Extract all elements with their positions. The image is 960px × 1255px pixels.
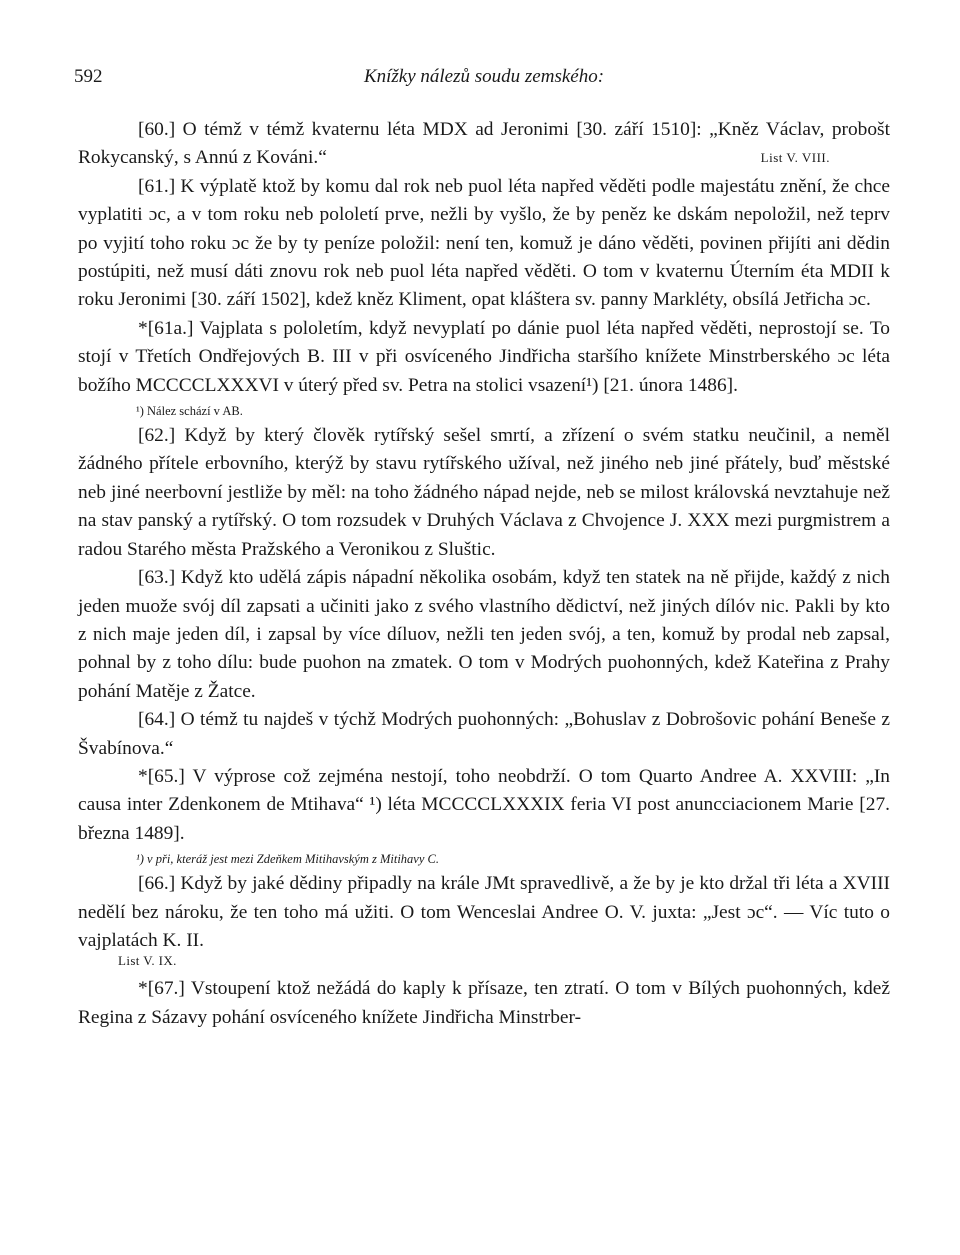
paragraph-67: *[67.] Vstoupení ktož nežádá do kaply k přísaze, ten ztratí. O tom v Bílých puohonných, kdež Regina z Sázavy pohání osvíceného knížete Jindřicha Minstrber-	[78, 978, 890, 1028]
page-number: 592	[74, 66, 103, 87]
footnote: ¹) Nález schází v AB.	[136, 404, 243, 419]
paragraph-65: *[65.] V výprose což zejména nestojí, toho neobdrží. O tom Quarto Andree A. XXVIII: „In causa inter Zdenkonem de Mtihava“ ¹) léta MCCCCLXXXIX feria VI post anuncciacionem Marie [27. března 1489].	[78, 765, 890, 844]
paragraph-60	[78, 116, 890, 173]
paragraph-62: [62.] Když by který člověk rytířský sešel smrtí, a zřízení o svém statku neučinil, a neměl žádného přítele erbovního, kterýž by stavu rytířského užíval, než jiného neb jiné přátely, buď městské neb jiné neerbovní jestliže by měl: na toho žádného nápad nejde, neb se milost královská nevztahuje než na stav panský a rytířský. O tom rozsudek v Druhých Václava z Chvojence J. XXX mezi purgmistrem a radou Starého města Pražského a Veronikou z Sluštic.	[78, 425, 890, 560]
paragraph-63: [63.] Když kto udělá zápis nápadní několika osobám, když ten statek na ně přijde, každý z nich jeden muože svój díl zapsati a učiniti jako z svého vlastního dědictví, než jiných dílóv nic. Pakli by kto z nich maje jeden díl, i zapsal by více díluov, nežli ten jeden svój, a ten, komuž by prodal neb zapsal, pohnal by z toho dílu: bude puohon na zmatek. O tom v Modrých puohonných, kdež Kateřina z Prahy pohání Matěje z Žatce.	[78, 567, 890, 702]
footnote: ¹) v při, kteráž jest mezi Zdeňkem Mitihavským z Mitihavy C.	[136, 852, 439, 867]
document-page	[74, 62, 890, 1032]
paragraph-61a: *[61a.] Vajplata s pololetím, když nevyplatí po dánie puol léta napřed věděti, neprostojí se. To stojí v Třetích Ondřejových B. III v při osvíceného Jindřicha staršího knížete Minstrberského ɔc léta božího MCCCCLXXXVI v úterý před sv. Petra na stolici vsazení¹) [21. února 1486].	[78, 317, 890, 396]
marginal-note: List V. VIII.	[760, 150, 830, 166]
document-body	[78, 116, 890, 1032]
paragraph-61: [61.] K výplatě ktož by komu dal rok neb puol léta napřed věděti podle majestátu znění, že chce vyplatiti ɔc, a v tom roku neb pololetí prve, nežli by vyšlo, že by peněz ke dskám nepoložil, než teprv po vyjití toho roku ɔc že by ty peníze položil: není ten, komuž je dáno věděti, povinen přijíti ani dědin postúpiti, než musí dáti znovu rok neb puol léta napřed věděti. O tom v kvaternu Úterním éta MDII k roku Jeronimi [30. září 1502], kdež kněz Kliment, opat kláštera sv. panny Markléty, obsílá Jetřicha ɔc.	[78, 175, 890, 311]
list-note: List V. IX.	[118, 953, 177, 969]
paragraph-66: [66.] Když by jaké dědiny připadly na krále JMt spravedlivě, a že by je kto držal tři léta a XVIII nedělí bez nároku, že ten toho má užiti. O tom Wenceslai Andree O. V. juxta: „Jest ɔc“. — Víc tuto o vajplatách K. II.	[78, 873, 890, 951]
running-title: Knížky nálezů soudu zemského:	[363, 66, 605, 87]
paragraph-64: [64.] O témž tu najdeš v týchž Modrých puohonných: „Bohuslav z Dobrošovic pohání Beneše z Švabínova.“	[78, 709, 890, 759]
paragraph-text: [60.] O témž v témž kvaternu léta MDX ad Jeronimi [30. září 1510]: „Kněz Václav, probošt Rokycanský, s Annú z Kováni.“	[78, 119, 890, 169]
page-header	[74, 62, 890, 92]
